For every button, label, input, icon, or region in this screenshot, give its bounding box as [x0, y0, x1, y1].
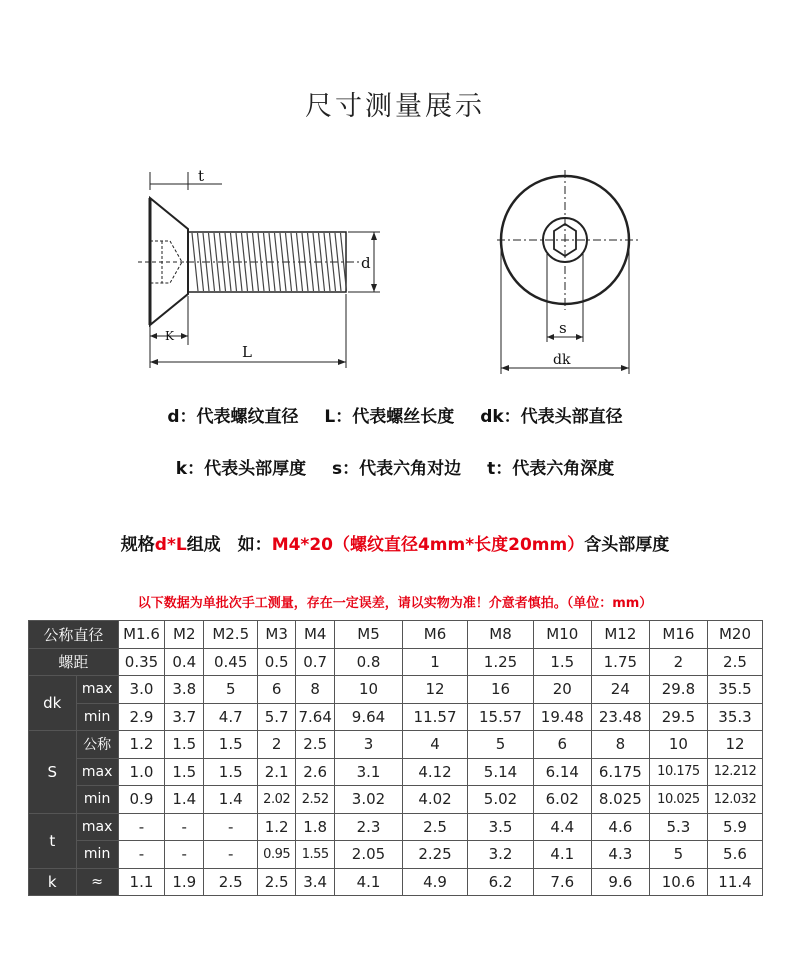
dk-min-label: min: [76, 703, 118, 731]
s-nominal-cell: 5: [468, 731, 533, 759]
thread-line: [291, 233, 297, 291]
size-cell: M1.6: [118, 621, 164, 649]
s-min-cell: 12.032: [707, 786, 762, 814]
table-row-s-nominal: [29, 731, 763, 759]
s-nominal-cell: 1.5: [165, 731, 204, 759]
t-min-cell: -: [118, 841, 164, 869]
s-min-cell: 0.9: [118, 786, 164, 814]
size-cell: M2: [165, 621, 204, 649]
spec-middle: 组成 如：: [186, 535, 272, 555]
s-nominal-cell: 1.5: [204, 731, 258, 759]
s-nominal-cell: 8: [591, 731, 649, 759]
legend-row-2: [0, 454, 790, 479]
s-max-label: max: [76, 758, 118, 786]
t-min-cell: 5: [649, 841, 707, 869]
k-cell: 2.5: [258, 868, 296, 896]
table-row-pitch: [29, 648, 763, 676]
k-cell: 10.6: [649, 868, 707, 896]
legend-d: d：代表螺纹直径: [167, 407, 299, 427]
s-min-cell: 1.4: [204, 786, 258, 814]
pitch-cell: 2.5: [707, 648, 762, 676]
pitch-label: 螺距: [29, 648, 119, 676]
spec-example-text: M4*20（螺纹直径4mm*长度20mm）: [271, 535, 585, 555]
dk-max-cell: 12: [402, 676, 467, 704]
legend-dk: dk：代表头部直径: [480, 407, 623, 427]
s-nominal-cell: 2: [258, 731, 296, 759]
s-max-cell: 1.5: [165, 758, 204, 786]
dk-max-cell: 3.0: [118, 676, 164, 704]
k-cell: 2.5: [204, 868, 258, 896]
thread-line: [324, 233, 330, 291]
t-max-cell: -: [118, 813, 164, 841]
screw-side-view: [138, 172, 380, 368]
t-max-cell: 4.6: [591, 813, 649, 841]
spec-prefix: 规格: [120, 535, 155, 555]
dk-max-cell: 8: [296, 676, 335, 704]
dk-max-cell: 6: [258, 676, 296, 704]
t-max-cell: 3.5: [468, 813, 533, 841]
measurement-notice: 以下数据为单批次手工测量，存在一定误差，请以实物为准！介意者慎拍。（单位：mm）: [137, 596, 653, 611]
t-label: t: [29, 813, 77, 868]
dk-min-cell: 35.3: [707, 703, 762, 731]
s-max-cell: 1.5: [204, 758, 258, 786]
dk-min-cell: 23.48: [591, 703, 649, 731]
table-row-dk-max: [29, 676, 763, 704]
dk-min-cell: 15.57: [468, 703, 533, 731]
dk-max-cell: 24: [591, 676, 649, 704]
spec-dl: d*L: [154, 535, 187, 555]
s-nominal-label: 公称: [76, 731, 118, 759]
table-row-k: [29, 868, 763, 896]
size-cell: M4: [296, 621, 335, 649]
size-cell: M5: [335, 621, 403, 649]
k-cell: 3.4: [296, 868, 335, 896]
screw-top-view: [497, 170, 640, 374]
legend-row-1: [0, 402, 790, 427]
k-cell: 11.4: [707, 868, 762, 896]
dk-max-cell: 20: [533, 676, 591, 704]
dk-min-cell: 2.9: [118, 703, 164, 731]
dk-min-cell: 3.7: [165, 703, 204, 731]
s-max-cell: 10.175: [649, 758, 707, 786]
s-max-cell: 4.12: [402, 758, 467, 786]
dk-max-cell: 29.8: [649, 676, 707, 704]
dk-min-cell: 19.48: [533, 703, 591, 731]
size-cell: M16: [649, 621, 707, 649]
legend-L: L：代表螺丝长度: [324, 407, 455, 427]
dimension-table: [28, 620, 763, 896]
t-max-cell: 5.3: [649, 813, 707, 841]
s-nominal-cell: 6: [533, 731, 591, 759]
t-min-cell: 1.55: [296, 841, 335, 869]
size-cell: M8: [468, 621, 533, 649]
t-min-cell: 5.6: [707, 841, 762, 869]
t-max-cell: 1.2: [258, 813, 296, 841]
size-cell: M3: [258, 621, 296, 649]
k-cell: 9.6: [591, 868, 649, 896]
pitch-cell: 1.5: [533, 648, 591, 676]
label-k: K: [165, 329, 174, 343]
legend-t: t：代表六角深度: [487, 459, 615, 479]
size-cell: M20: [707, 621, 762, 649]
pitch-cell: 0.45: [204, 648, 258, 676]
size-cell: M2.5: [204, 621, 258, 649]
s-nominal-cell: 1.2: [118, 731, 164, 759]
s-min-cell: 2.52: [296, 786, 335, 814]
label-d: d: [361, 254, 371, 272]
s-max-cell: 1.0: [118, 758, 164, 786]
dk-max-cell: 16: [468, 676, 533, 704]
screw-diagram: [0, 160, 790, 380]
k-cell: 4.1: [335, 868, 403, 896]
table-row-t-min: [29, 841, 763, 869]
s-nominal-cell: 2.5: [296, 731, 335, 759]
s-min-cell: 4.02: [402, 786, 467, 814]
s-max-cell: 6.175: [591, 758, 649, 786]
t-max-cell: 1.8: [296, 813, 335, 841]
spec-suffix: 含头部厚度: [584, 535, 670, 555]
s-max-cell: 2.1: [258, 758, 296, 786]
s-min-cell: 8.025: [591, 786, 649, 814]
t-min-label: min: [76, 841, 118, 869]
k-label: k: [29, 868, 77, 896]
thread-line: [308, 233, 314, 291]
pitch-cell: 1.75: [591, 648, 649, 676]
table-row-s-max: [29, 758, 763, 786]
t-min-cell: -: [165, 841, 204, 869]
s-max-cell: 12.212: [707, 758, 762, 786]
s-nominal-cell: 3: [335, 731, 403, 759]
thread-line: [275, 233, 281, 291]
header-label: 公称直径: [29, 621, 119, 649]
t-max-label: max: [76, 813, 118, 841]
s-label: S: [29, 731, 77, 814]
k-cell: 4.9: [402, 868, 467, 896]
dk-min-cell: 5.7: [258, 703, 296, 731]
dk-max-cell: 3.8: [165, 676, 204, 704]
t-min-cell: 2.25: [402, 841, 467, 869]
s-min-label: min: [76, 786, 118, 814]
k-cell: 1.1: [118, 868, 164, 896]
t-max-cell: 4.4: [533, 813, 591, 841]
pitch-cell: 1: [402, 648, 467, 676]
legend-s: s：代表六角对边: [332, 459, 462, 479]
page-title: 尺寸测量展示: [305, 91, 485, 122]
dk-min-cell: 7.64: [296, 703, 335, 731]
k-approx-label: ≈: [76, 868, 118, 896]
pitch-cell: 0.5: [258, 648, 296, 676]
k-cell: 7.6: [533, 868, 591, 896]
s-min-cell: 5.02: [468, 786, 533, 814]
t-min-cell: 2.05: [335, 841, 403, 869]
dk-min-cell: 9.64: [335, 703, 403, 731]
s-min-cell: 10.025: [649, 786, 707, 814]
t-max-cell: -: [204, 813, 258, 841]
dk-max-cell: 5: [204, 676, 258, 704]
label-dk: dk: [553, 352, 571, 368]
dk-max-label: max: [76, 676, 118, 704]
dk-max-cell: 10: [335, 676, 403, 704]
thread-line: [258, 233, 264, 291]
k-cell: 1.9: [165, 868, 204, 896]
dk-min-cell: 29.5: [649, 703, 707, 731]
s-min-cell: 3.02: [335, 786, 403, 814]
dk-min-cell: 4.7: [204, 703, 258, 731]
table-row-s-min: [29, 786, 763, 814]
s-nominal-cell: 12: [707, 731, 762, 759]
s-min-cell: 1.4: [165, 786, 204, 814]
label-s: s: [559, 319, 567, 337]
table-row-size: [29, 621, 763, 649]
table-row-dk-min: [29, 703, 763, 731]
t-min-cell: -: [204, 841, 258, 869]
label-t: t: [198, 167, 205, 185]
s-nominal-cell: 10: [649, 731, 707, 759]
pitch-cell: 0.8: [335, 648, 403, 676]
pitch-cell: 0.4: [165, 648, 204, 676]
dk-max-cell: 35.5: [707, 676, 762, 704]
s-max-cell: 5.14: [468, 758, 533, 786]
size-cell: M6: [402, 621, 467, 649]
table-row-t-max: [29, 813, 763, 841]
k-cell: 6.2: [468, 868, 533, 896]
s-min-cell: 2.02: [258, 786, 296, 814]
t-max-cell: 2.5: [402, 813, 467, 841]
spec-example: [0, 530, 790, 555]
t-max-cell: 2.3: [335, 813, 403, 841]
s-nominal-cell: 4: [402, 731, 467, 759]
s-max-cell: 2.6: [296, 758, 335, 786]
t-min-cell: 4.1: [533, 841, 591, 869]
label-L: L: [242, 343, 252, 361]
t-max-cell: 5.9: [707, 813, 762, 841]
s-max-cell: 6.14: [533, 758, 591, 786]
pitch-cell: 0.7: [296, 648, 335, 676]
legend-k: k：代表头部厚度: [175, 459, 307, 479]
pitch-cell: 2: [649, 648, 707, 676]
dk-label: dk: [29, 676, 77, 731]
s-min-cell: 6.02: [533, 786, 591, 814]
t-min-cell: 0.95: [258, 841, 296, 869]
t-max-cell: -: [165, 813, 204, 841]
dk-min-cell: 11.57: [402, 703, 467, 731]
size-cell: M10: [533, 621, 591, 649]
t-min-cell: 3.2: [468, 841, 533, 869]
s-max-cell: 3.1: [335, 758, 403, 786]
size-cell: M12: [591, 621, 649, 649]
pitch-cell: 1.25: [468, 648, 533, 676]
t-min-cell: 4.3: [591, 841, 649, 869]
pitch-cell: 0.35: [118, 648, 164, 676]
